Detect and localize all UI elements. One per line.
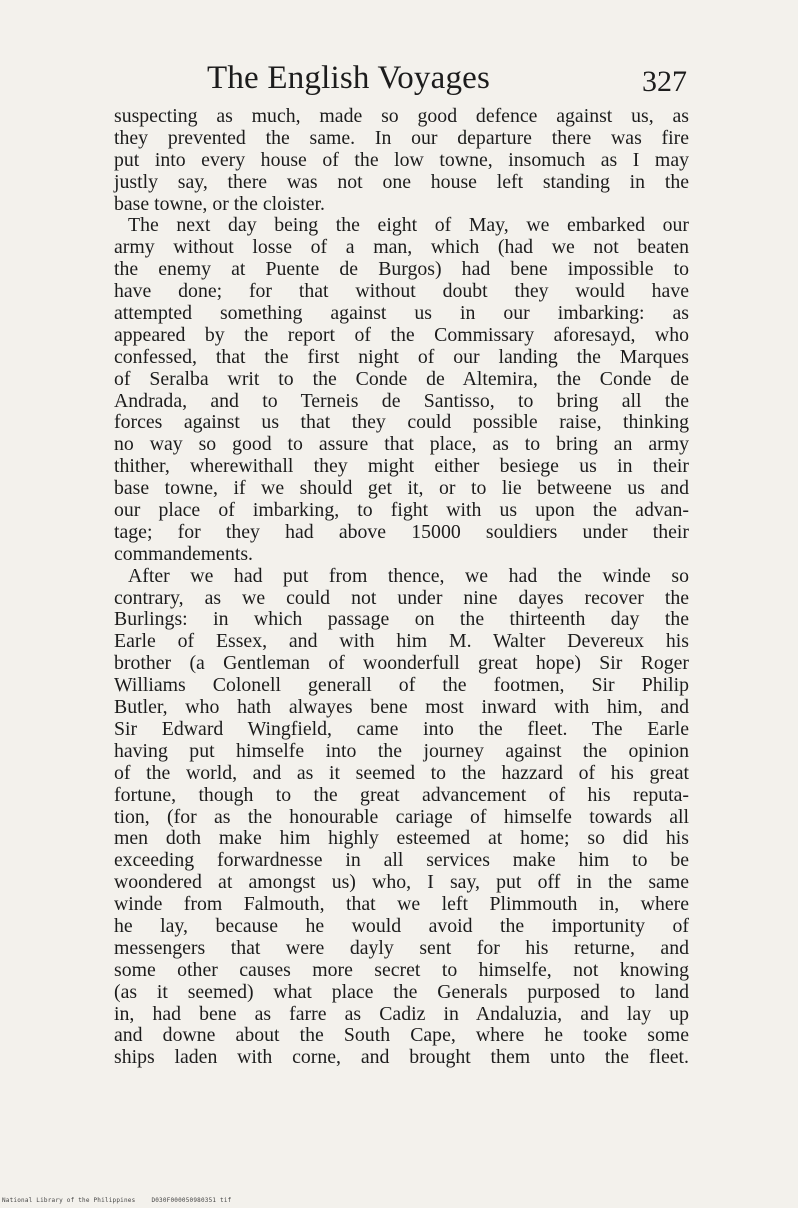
text-line: woondered at amongst us) who, I say, put off in the same — [114, 871, 689, 894]
text-line: having put himselfe into the journey against the opinion — [114, 739, 689, 762]
body-text — [114, 106, 689, 1069]
text-line: appeared by the report of the Commissary aforesayd, who — [114, 323, 689, 346]
text-line: After we had put from thence, we had the winde so — [128, 564, 689, 587]
text-line: Andrada, and to Terneis de Santisso, to bring all the — [114, 389, 689, 412]
text-line: (as it seemed) what place the Generals purposed to land — [114, 980, 689, 1003]
text-line: contrary, as we could not under nine dayes recover the — [114, 586, 689, 609]
running-title: The English Voyages — [207, 60, 491, 96]
text-line: The next day being the eight of May, we embarked our — [128, 214, 689, 237]
text-line: winde from Falmouth, that we left Plimmouth in, where — [114, 893, 689, 916]
text-line: Earle of Essex, and with him M. Walter Devereux his — [114, 630, 689, 653]
page-number: 327 — [642, 65, 687, 98]
text-line: no way so good to assure that place, as to bring an army — [114, 433, 689, 456]
text-line: base towne, or the cloister. — [114, 192, 325, 215]
text-line: put into every house of the low towne, insomuch as I may — [114, 148, 689, 171]
text-line: messengers that were dayly sent for his returne, and — [114, 936, 689, 959]
text-line: of the world, and as it seemed to the hazzard of his great — [114, 761, 689, 784]
text-line: and downe about the South Cape, where he tooke some — [114, 1024, 689, 1047]
text-line: of Seralba writ to the Conde de Altemira, the Conde de — [114, 367, 689, 390]
text-line: Sir Edward Wingfield, came into the fleet. The Earle — [114, 717, 689, 740]
text-line: fortune, though to the great advancement of his reputa- — [114, 783, 689, 806]
text-line: commandements. — [114, 542, 253, 565]
text-line: brother (a Gentleman of woonderfull great hope) Sir Roger — [114, 652, 689, 675]
text-line: thither, wherewithall they might either besiege us in their — [114, 455, 689, 478]
text-line: Burlings: in which passage on the thirteenth day the — [114, 608, 689, 631]
text-line: some other causes more secret to himselfe, not knowing — [114, 958, 689, 981]
text-line: tage; for they had above 15000 souldiers under their — [114, 520, 689, 543]
text-line: in, had bene as farre as Cadiz in Andaluzia, and lay up — [114, 1002, 689, 1025]
text-line: the enemy at Puente de Burgos) had bene impossible to — [114, 258, 689, 281]
scan-file-id: D030F000050980351 tif — [151, 1197, 232, 1204]
text-line: confessed, that the first night of our landing the Marques — [114, 345, 689, 368]
text-line: tion, (for as the honourable cariage of himselfe towards all — [114, 805, 689, 828]
text-line: ships laden with corne, and brought them unto the fleet. — [114, 1046, 689, 1069]
text-line: justly say, there was not one house left standing in the — [114, 170, 689, 193]
text-line: attempted something against us in our imbarking: as — [114, 302, 689, 325]
text-line: Butler, who hath alwayes bene most inward with him, and — [114, 696, 689, 719]
text-line: suspecting as much, made so good defence against us, as — [114, 105, 689, 127]
text-line: they prevented the same. In our departure there was fire — [114, 126, 689, 149]
text-line: he lay, because he would avoid the importunity of — [114, 914, 689, 937]
text-line: have done; for that without doubt they would have — [114, 280, 689, 303]
scan-footer — [2, 1197, 232, 1204]
text-line: Williams Colonell generall of the footmen, Sir Philip — [114, 674, 689, 697]
text-line: army without losse of a man, which (had we not beaten — [114, 236, 689, 259]
text-line: exceeding forwardnesse in all services make him to be — [114, 849, 689, 872]
library-name: National Library of the Philippines — [2, 1197, 136, 1204]
running-head — [115, 58, 690, 104]
text-line: our place of imbarking, to fight with us upon the advan- — [114, 499, 689, 522]
text-line: base towne, if we should get it, or to lie betweene us and — [114, 477, 689, 500]
text-line: men doth make him highly esteemed at home; so did his — [114, 827, 689, 850]
text-line: forces against us that they could possible raise, thinking — [114, 411, 689, 434]
